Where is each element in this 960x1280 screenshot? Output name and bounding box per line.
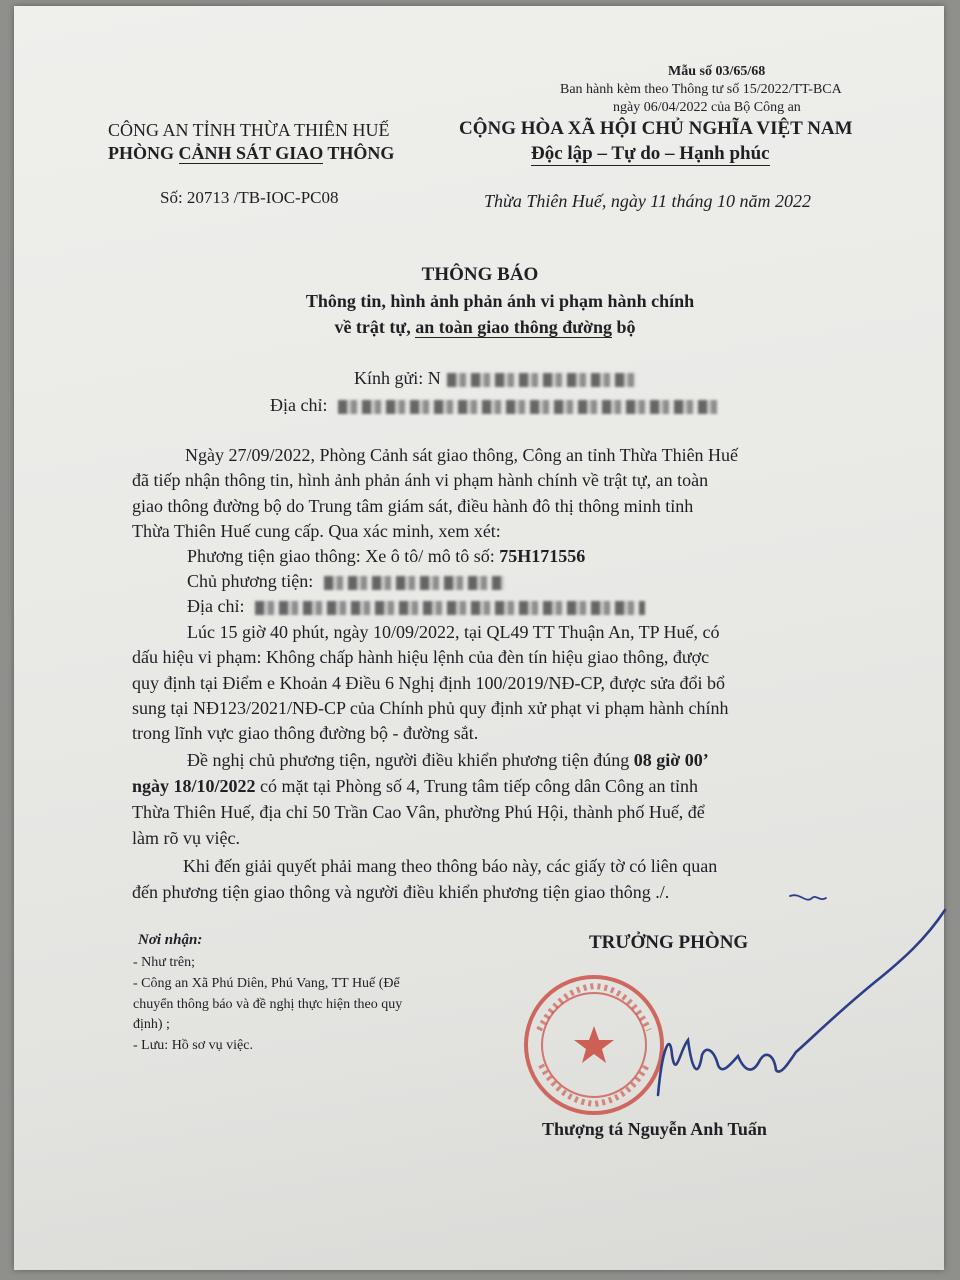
subtitle-2-underlined: an toàn giao thông đường	[415, 317, 613, 337]
owner-address-line	[187, 596, 645, 617]
p2-line-3: quy định tại Điểm e Khoản 4 Điều 6 Nghị định 100/2019/NĐ-CP, được sửa đổi bổ	[132, 673, 725, 693]
p1-line-2: đã tiếp nhận thông tin, hình ảnh phản ánh vi phạm hành chính về trật tự, an toàn	[132, 470, 709, 490]
subtitle-2-prefix: về trật tự,	[334, 317, 416, 337]
redacted-address	[338, 400, 718, 414]
doc-subtitle-2	[0, 317, 960, 338]
owner-address-label: Địa chỉ:	[187, 596, 249, 616]
p3-text: Đề nghị chủ phương tiện, người điều khiển phương tiện đúng	[187, 750, 634, 770]
p1-line-1: Ngày 27/09/2022, Phòng Cảnh sát giao thông, Công an tỉnh Thừa Thiên Huế	[185, 445, 739, 465]
handwritten-signature	[640, 880, 950, 1100]
p4-line-2: đến phương tiện giao thông và người điều khiển phương tiện giao thông ./.	[132, 882, 670, 902]
redacted-name	[447, 373, 637, 387]
recipient-item: - Lưu: Hồ sơ vụ việc.	[133, 1038, 253, 1053]
agency-suffix: THÔNG	[323, 143, 395, 163]
to-label: Kính gửi:	[354, 368, 428, 388]
address-label: Địa chỉ:	[270, 395, 332, 415]
recipient-item: - Công an Xã Phú Diên, Phú Vang, TT Huế (Để	[133, 976, 400, 991]
doc-subtitle-1: Thông tin, hình ảnh phản ánh vi phạm hành chính	[305, 291, 695, 311]
nation-title: CỘNG HÒA XÃ HỘI CHỦ NGHĨA VIỆT NAM	[459, 118, 853, 139]
form-issued-with: Ban hành kèm theo Thông tư số 15/2022/TT-BCA	[560, 82, 842, 97]
signer-name: Thượng tá Nguyễn Anh Tuấn	[542, 1119, 767, 1139]
recipient-item: định) ;	[133, 1017, 170, 1032]
subtitle-2-suffix: bộ	[612, 317, 636, 337]
p3-line-4: làm rõ vụ việc.	[132, 828, 240, 848]
recipient-address	[270, 395, 718, 416]
p2-line-1: Lúc 15 giờ 40 phút, ngày 10/09/2022, tại QL49 TT Thuận An, TP Huế, có	[187, 622, 720, 642]
p3-line-1	[187, 750, 709, 771]
p2-line-4: sung tại NĐ123/2021/NĐ-CP của Chính phủ quy định xử phạt vi phạm hành chính	[132, 698, 729, 718]
p4-line-1: Khi đến giải quyết phải mang theo thông báo này, các giấy tờ có liên quan	[183, 856, 718, 876]
p3-time: 08 giờ 00’	[633, 750, 709, 770]
p3-line-3: Thừa Thiên Huế, địa chỉ 50 Trần Cao Vân, phường Phú Hội, thành phố Huế, để	[132, 802, 705, 822]
doc-number: Số: 20713 /TB-IOC-PC08	[160, 188, 339, 207]
recipients-title: Nơi nhận:	[138, 932, 203, 948]
form-number: Mẫu số 03/65/68	[668, 64, 766, 79]
p3-date: ngày 18/10/2022	[132, 776, 256, 796]
redacted-owner-address	[255, 601, 645, 615]
signer-title: TRƯỞNG PHÒNG	[589, 932, 749, 953]
recipient-item: chuyển thông báo và đề nghị thực hiện theo quy	[133, 997, 403, 1012]
plate-number: 75H171556	[499, 546, 586, 566]
agency-underlined: CẢNH SÁT GIAO	[178, 143, 324, 163]
vehicle-line	[187, 546, 585, 567]
p1-line-3: giao thông đường bộ do Trung tâm giám sát, điều hành đô thị thông minh tỉnh	[132, 496, 694, 516]
p3-line-2	[132, 776, 698, 797]
owner-line	[187, 571, 504, 592]
p2-line-5: trong lĩnh vực giao thông đường bộ - đường sắt.	[132, 723, 479, 743]
motto: Độc lập – Tự do – Hạnh phúc	[531, 143, 770, 164]
doc-title: THÔNG BÁO	[421, 264, 539, 285]
p3-text-2: có mặt tại Phòng số 4, Trung tâm tiếp công dân Công an tỉnh	[255, 776, 698, 796]
agency-parent: CÔNG AN TỈNH THỪA THIÊN HUẾ	[108, 120, 390, 140]
vehicle-label: Phương tiện giao thông: Xe ô tô/ mô tô số:	[187, 546, 500, 566]
redacted-owner	[324, 576, 504, 590]
p2-line-2: dấu hiệu vi phạm: Không chấp hành hiệu lệnh của đèn tín hiệu giao thông, được	[132, 647, 710, 667]
agency-prefix: PHÒNG	[108, 143, 179, 163]
p1-line-4: Thừa Thiên Huế cung cấp. Qua xác minh, xem xét:	[132, 521, 501, 541]
form-issued-date: ngày 06/04/2022 của Bộ Công an	[613, 100, 801, 115]
owner-label: Chủ phương tiện:	[187, 571, 318, 591]
place-date: Thừa Thiên Huế, ngày 11 tháng 10 năm 2022	[484, 191, 811, 211]
to-visible: N	[427, 368, 441, 388]
recipient-item: - Như trên;	[133, 955, 196, 970]
agency-name	[108, 143, 394, 164]
recipient-to	[354, 368, 637, 389]
